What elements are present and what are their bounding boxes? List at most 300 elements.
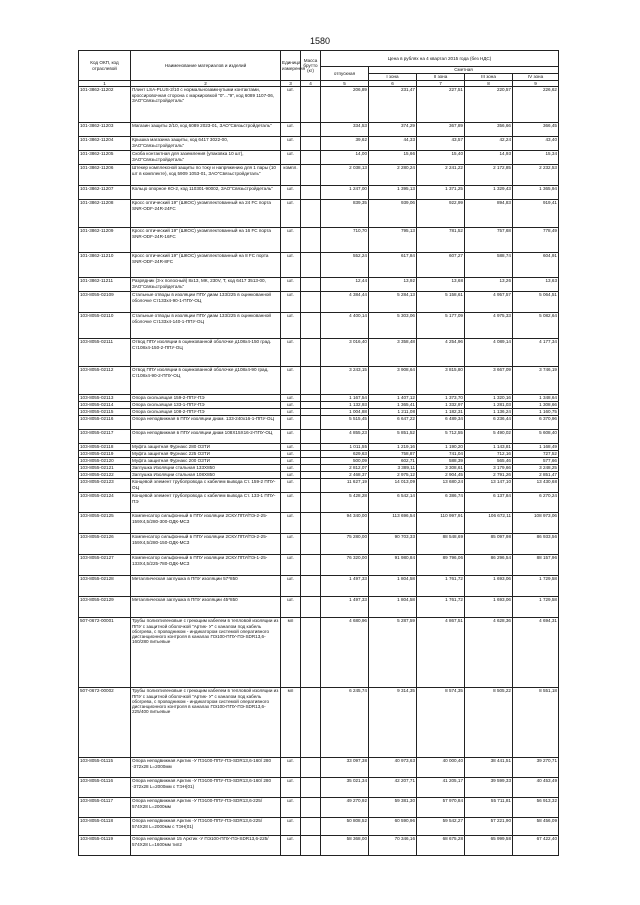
row-price: 231,47: [369, 87, 417, 123]
row-price: 1 182,31: [417, 409, 465, 416]
row-price: 712,16: [465, 451, 513, 458]
row-price: 4 177,34: [513, 339, 559, 367]
row-price: 366,45: [513, 123, 559, 137]
row-price: 2 468,37: [321, 472, 369, 479]
row-price: 50 808,52: [321, 818, 369, 836]
row-code: 103-8055-02129: [79, 597, 131, 618]
table-row: [79, 576, 559, 597]
row-price: 57 221,90: [465, 818, 513, 836]
row-price: 1 168,49: [513, 444, 559, 451]
row-code: 103-8055-02127: [79, 555, 131, 576]
column-number: 7: [417, 81, 465, 87]
row-name: Муфта защитная Фурнакс 225 ОЗТИ: [131, 451, 281, 458]
row-price: 4 628,36: [465, 618, 513, 688]
row-price: 1 371,25: [417, 186, 465, 200]
row-mass: [301, 818, 321, 836]
row-price: 3 389,11: [369, 465, 417, 472]
row-price: 59 542,27: [417, 818, 465, 836]
row-price: 1 693,06: [465, 597, 513, 618]
row-code: 101-3862-11204: [79, 137, 131, 151]
row-price: 1 804,58: [369, 597, 417, 618]
row-price: 88 157,96: [513, 555, 559, 576]
row-price: 227,51: [417, 87, 465, 123]
header-code: Код ОКП, код отраслевой: [79, 51, 131, 81]
table-row: [79, 402, 559, 409]
row-price: 1 365,41: [369, 402, 417, 409]
row-mass: [301, 513, 321, 534]
row-price: 1 804,58: [369, 576, 417, 597]
row-price: 6 137,84: [465, 493, 513, 513]
row-name: Опора неподвижная 15 Арктик -У ПЭ100-ППУ-ПЭ-SDR13,6-225/ 574Х28 L=1600мм тип2: [131, 836, 281, 856]
row-name: Опора неподвижная в ППУ изоляции диам. 133-240х16-1-ППУ-ОЦ: [131, 416, 281, 430]
row-price: 5 490,02: [465, 430, 513, 444]
row-price: 588,39: [417, 458, 465, 465]
row-name: Муфта защитная Фурнакс 200 ОЗТИ: [131, 458, 281, 465]
row-price: 607,27: [417, 253, 465, 278]
row-mass: [301, 465, 321, 472]
row-unit: шт.: [281, 367, 301, 395]
table-row: [79, 472, 559, 479]
row-code: 103-8055-01117: [79, 798, 131, 818]
row-unit: шт.: [281, 137, 301, 151]
row-price: 13,68: [417, 278, 465, 292]
row-price: 42 207,71: [369, 778, 417, 798]
row-unit: шт.: [281, 409, 301, 416]
row-price: 65 999,58: [465, 836, 513, 856]
row-mass: [301, 555, 321, 576]
row-price: 1 693,06: [465, 576, 513, 597]
row-name: Заглушка Изоляции стальная 133Х850: [131, 465, 281, 472]
row-price: 15,40: [417, 151, 465, 165]
column-number: 8: [465, 81, 513, 87]
row-code: 103-8055-02126: [79, 534, 131, 555]
table-row: [79, 228, 559, 253]
price-table: [78, 50, 559, 856]
table-row: [79, 458, 559, 465]
row-name: Концевой элемент трубопровода с кабелем вывода Ст. 159-2 ППУ-ОЦ: [131, 479, 281, 493]
row-price: 58 456,09: [513, 818, 559, 836]
row-mass: [301, 253, 321, 278]
row-price: 1 497,33: [321, 576, 369, 597]
row-price: 919,41: [513, 200, 559, 228]
row-code: 101-3862-11203: [79, 123, 131, 137]
row-name: Штекер комплексной защиты по току и напряжению для 1 пары (10 шт в комплекте), код 5909 1053-01, ЗАО"Связьстройдеталь": [131, 165, 281, 186]
row-price: 110 997,91: [417, 513, 465, 534]
row-code: 101-3862-11205: [79, 151, 131, 165]
row-name: Концевой элемент трубопровода с кабелем вывода Ст. 133-1 ППУ-ПЭ: [131, 493, 281, 513]
row-code: 103-8055-02114: [79, 402, 131, 409]
row-price: 226,62: [513, 87, 559, 123]
row-code: 103-8055-02124: [79, 493, 131, 513]
row-code: 103-8055-02121: [79, 465, 131, 472]
row-unit: шт.: [281, 430, 301, 444]
row-price: 1 143,81: [465, 444, 513, 451]
row-name: Металлическая заглушка в ППУ изоляции 57*850: [131, 576, 281, 597]
row-code: 103-8055-02119: [79, 451, 131, 458]
row-price: 43,57: [417, 137, 465, 151]
row-mass: [301, 472, 321, 479]
row-price: 565,46: [465, 458, 513, 465]
row-price: 604,91: [513, 253, 559, 278]
row-mass: [301, 395, 321, 402]
row-price: 4 254,96: [417, 339, 465, 367]
header-estimate: Сметная: [369, 67, 559, 74]
row-unit: шт.: [281, 416, 301, 430]
header-zone: IV зона: [513, 74, 559, 81]
row-price: 629,63: [321, 451, 369, 458]
header-zone: I зона: [369, 74, 417, 81]
table-row: [79, 836, 559, 856]
row-name: Кросс оптический 19" (ШКОС) укомплектованный на 24 FC порта SNR-ODF-24R-24FC: [131, 200, 281, 228]
row-price: 4 694,31: [513, 618, 559, 688]
row-name: Компенсатор сильфонный в ППУ изоляции 2СКУ.ППУ/ПЭ-2-25-159Х4,5/280-300-ОДК-МСЗ: [131, 513, 281, 534]
row-price: 1 190,20: [417, 444, 465, 451]
row-code: 103-8055-01119: [79, 836, 131, 856]
row-mass: [301, 151, 321, 165]
column-number: 3: [281, 81, 301, 87]
table-row: [79, 513, 559, 534]
row-unit: шт.: [281, 87, 301, 123]
row-price: 1 373,70: [417, 395, 465, 402]
row-price: 3 815,80: [417, 367, 465, 395]
row-code: 507-0672-00002: [79, 688, 131, 758]
row-name: Опора скользящая 133-1-ППУ-ПЭ: [131, 402, 281, 409]
row-unit: шт.: [281, 200, 301, 228]
row-price: 1 136,24: [465, 409, 513, 416]
row-price: 1 395,13: [369, 186, 417, 200]
row-price: 3 179,66: [465, 465, 513, 472]
row-price: 13,26: [465, 278, 513, 292]
row-price: 8 551,18: [513, 688, 559, 758]
row-name: Опора скользящая 108-2-ППУ-ПЭ: [131, 409, 281, 416]
row-name: Отвод ППУ изоляции в оцинкованной оболочке д108х4-90 град. Ст108х4-90-2-ППУ-ОЦ: [131, 367, 281, 395]
row-price: 2 172,85: [465, 165, 513, 186]
row-price: 795,13: [369, 228, 417, 253]
row-price: 67 422,40: [513, 836, 559, 856]
row-mass: [301, 479, 321, 493]
row-price: 6 542,14: [369, 493, 417, 513]
row-name: Трубы полиэтиленовые с греющим кабелем в тепловой изоляции из ППУ с защитной оболочкой "Артик- У" с каналом под кабель обогрева, с проводником - индикатором системой оперативного дистанционного контроля в каналах ПЭ100-ППУ-ПЭ-SDR13,6-160/280 питьевые: [131, 618, 281, 688]
column-number: 5: [321, 81, 369, 87]
column-number: 1: [79, 81, 131, 87]
row-price: 206,89: [321, 87, 369, 123]
row-price: 8 505,22: [465, 688, 513, 758]
row-unit: шт.: [281, 836, 301, 856]
row-name: Муфта защитная Фурнакс 280 ОЗТИ: [131, 444, 281, 451]
row-price: 552,24: [321, 253, 369, 278]
row-code: 507-0672-00001: [79, 618, 131, 688]
row-price: 778,49: [513, 228, 559, 253]
row-price: 4 680,96: [321, 618, 369, 688]
row-code: 103-8055-01115: [79, 758, 131, 778]
row-mass: [301, 402, 321, 409]
row-price: 6 647,22: [369, 416, 417, 430]
row-price: 41 205,17: [417, 778, 465, 798]
table-row: [79, 395, 559, 402]
table-row: [79, 87, 559, 123]
row-code: 103-8055-02112: [79, 367, 131, 395]
row-price: 334,53: [321, 123, 369, 137]
table-row: [79, 451, 559, 458]
row-price: 1 160,75: [513, 409, 559, 416]
row-price: 602,71: [369, 458, 417, 465]
row-price: 3 358,48: [369, 339, 417, 367]
row-price: 1 365,94: [513, 186, 559, 200]
row-unit: шт.: [281, 555, 301, 576]
header-price-group: Цена в рублях на 4 квартал 2015 года (без НДС): [321, 51, 559, 67]
row-price: 39 270,71: [513, 758, 559, 778]
row-price: 710,70: [321, 228, 369, 253]
row-price: 4 867,51: [417, 618, 465, 688]
row-price: 1 407,12: [369, 395, 417, 402]
row-unit: шт.: [281, 479, 301, 493]
table-row: [79, 313, 559, 339]
row-name: Отвод ППУ изоляции в оцинкованной оболочке д108х4-150 град. Ст108х4-150-2-ППУ-ОЦ: [131, 339, 281, 367]
table-row: [79, 253, 559, 278]
row-price: 14,93: [465, 151, 513, 165]
row-price: 2 038,13: [321, 165, 369, 186]
row-mass: [301, 278, 321, 292]
row-name: Трубы полиэтиленовые с греющим кабелем в тепловой изоляции из ППУ с защитной оболочкой "Артик- У" с каналом под кабель обогрева, с проводником - индикатором системой оперативного дистанционного контроля в каналах ПЭ100-ППУ-ПЭ-SDR13,6-225/400 питьевые: [131, 688, 281, 758]
row-price: 741,04: [417, 451, 465, 458]
header-unit: Единица измерения: [281, 51, 301, 81]
table-row: [79, 151, 559, 165]
row-code: 103-8055-01116: [79, 778, 131, 798]
row-price: 4 089,14: [465, 339, 513, 367]
table-row: [79, 778, 559, 798]
row-unit: шт.: [281, 151, 301, 165]
row-price: 6 245,74: [321, 688, 369, 758]
row-price: 40 000,40: [417, 758, 465, 778]
row-mass: [301, 137, 321, 151]
row-price: 94 340,00: [321, 513, 369, 534]
row-name: Стальные отводы в изоляции ППУ диам 133/225 в оцинкованной оболочке Ст133х4-90-1-ППУ-ОЦ: [131, 292, 281, 313]
row-price: 588,74: [465, 253, 513, 278]
row-price: 922,99: [417, 200, 465, 228]
row-price: 727,52: [513, 451, 559, 458]
row-price: 57 970,84: [417, 798, 465, 818]
row-mass: [301, 87, 321, 123]
row-unit: шт.: [281, 758, 301, 778]
row-price: 5 177,09: [417, 313, 465, 339]
row-price: 15,66: [369, 151, 417, 165]
row-unit: шт.: [281, 253, 301, 278]
row-price: 4 384,44: [321, 292, 369, 313]
row-price: 758,87: [369, 451, 417, 458]
row-code: 101-3862-11206: [79, 165, 131, 186]
row-unit: шт.: [281, 395, 301, 402]
row-price: 2 791,26: [465, 472, 513, 479]
row-price: 40 973,63: [369, 758, 417, 778]
row-price: 38 441,51: [465, 758, 513, 778]
row-price: 89 796,06: [417, 555, 465, 576]
row-unit: шт.: [281, 451, 301, 458]
row-price: 3 248,25: [513, 465, 559, 472]
row-price: 374,29: [369, 123, 417, 137]
row-price: 617,84: [369, 253, 417, 278]
row-code: 103-8055-02118: [79, 444, 131, 451]
row-price: 12,44: [321, 278, 369, 292]
row-unit: шт.: [281, 123, 301, 137]
table-row: [79, 339, 559, 367]
row-price: 5 158,61: [417, 292, 465, 313]
row-mass: [301, 367, 321, 395]
row-code: 103-8055-02109: [79, 292, 131, 313]
header-mass: Масса брутто (кг): [301, 51, 321, 81]
row-price: 13 147,10: [465, 479, 513, 493]
table-row: [79, 367, 559, 395]
row-price: 220,57: [465, 87, 513, 123]
row-unit: шт.: [281, 458, 301, 465]
row-unit: мп: [281, 688, 301, 758]
row-price: 5 515,45: [321, 416, 369, 430]
row-name: Опора неподвижная Арктик -У ПЭ100-ППУ-ПЭ-SDR13,6-160/ 280 -372х28 L=2000мм с ТЭН(01): [131, 778, 281, 798]
row-price: 13 430,68: [513, 479, 559, 493]
row-price: 757,68: [465, 228, 513, 253]
table-row: [79, 278, 559, 292]
table-row: [79, 798, 559, 818]
row-unit: шт.: [281, 339, 301, 367]
row-price: 2 241,22: [417, 165, 465, 186]
header-release: отпускная: [321, 67, 369, 81]
row-mass: [301, 409, 321, 416]
row-price: 113 696,54: [369, 513, 417, 534]
row-price: 1 497,33: [321, 597, 369, 618]
table-row: [79, 597, 559, 618]
row-price: 1 729,58: [513, 597, 559, 618]
row-price: 4 400,14: [321, 313, 369, 339]
row-price: 55 711,81: [465, 798, 513, 818]
row-name: Крышка магазина защиты, код 6417 3022-00, ЗАО"Связьстройдеталь": [131, 137, 281, 151]
row-unit: мп: [281, 618, 301, 688]
row-price: 2 904,45: [417, 472, 465, 479]
row-price: 894,83: [465, 200, 513, 228]
row-name: Кросс оптический 19" (ШКОС) укомплектованный на 16 FC порта SNR-ODF-24R-16FC: [131, 228, 281, 253]
table-row: [79, 123, 559, 137]
row-mass: [301, 778, 321, 798]
row-price: 14,00: [321, 151, 369, 165]
row-unit: шт.: [281, 313, 301, 339]
row-price: 35 021,34: [321, 778, 369, 798]
row-name: Компенсатор сильфонный в ППУ изоляции 2СКУ.ППУ/ПЭ-1-25-133Х4,5/225-780-ОДК-МСЗ: [131, 555, 281, 576]
row-mass: [301, 313, 321, 339]
row-name: Заглушка Изоляции стальная 108Х850: [131, 472, 281, 479]
table-row: [79, 186, 559, 200]
row-code: 103-8055-02111: [79, 339, 131, 367]
row-price: 9 314,35: [369, 688, 417, 758]
row-mass: [301, 758, 321, 778]
table-row: [79, 165, 559, 186]
row-price: 33 097,38: [321, 758, 369, 778]
row-code: 101-3862-11210: [79, 253, 131, 278]
row-unit: шт.: [281, 493, 301, 513]
row-mass: [301, 430, 321, 444]
row-code: 103-8055-02123: [79, 479, 131, 493]
row-price: 1 219,16: [369, 444, 417, 451]
row-price: 5 064,51: [513, 292, 559, 313]
table-row: [79, 416, 559, 430]
row-price: 1 211,08: [369, 409, 417, 416]
row-price: 60 590,96: [369, 818, 417, 836]
row-code: 101-3862-11209: [79, 228, 131, 253]
row-price: 108 973,06: [513, 513, 559, 534]
row-code: 103-8055-02117: [79, 430, 131, 444]
row-price: 1 348,64: [513, 395, 559, 402]
row-unit: шт.: [281, 778, 301, 798]
row-price: 1 320,16: [465, 395, 513, 402]
row-price: 39,62: [321, 137, 369, 151]
column-number: 2: [131, 81, 281, 87]
row-price: 500,09: [321, 458, 369, 465]
row-price: 106 672,11: [465, 513, 513, 534]
row-price: 58 368,00: [321, 836, 369, 856]
row-code: 101-3862-11211: [79, 278, 131, 292]
row-name: Скоба контактная для заземления (упаковка 10 шт), ЗАО"Связьстройдеталь": [131, 151, 281, 165]
row-price: 5 082,64: [513, 313, 559, 339]
row-mass: [301, 576, 321, 597]
row-price: 2 280,24: [369, 165, 417, 186]
row-price: 11 627,19: [321, 479, 369, 493]
row-price: 90 703,33: [369, 534, 417, 555]
row-name: Опора скользящая 159-2-ППУ-ПЭ: [131, 395, 281, 402]
table-row: [79, 479, 559, 493]
row-code: 103-8055-01118: [79, 818, 131, 836]
row-mass: [301, 165, 321, 186]
column-number: 6: [369, 81, 417, 87]
row-price: 2 851,47: [513, 472, 559, 479]
row-name: Опора неподвижная Арктик -У ПЭ100-ППУ-ПЭ-SDR13,6-225/ 574Х28 L=2000мм с ТЭН(01): [131, 818, 281, 836]
table-row: [79, 758, 559, 778]
row-price: 88 548,69: [417, 534, 465, 555]
row-price: 14 013,09: [369, 479, 417, 493]
row-mass: [301, 416, 321, 430]
row-price: 49 270,92: [321, 798, 369, 818]
row-mass: [301, 493, 321, 513]
row-price: 4 957,57: [465, 292, 513, 313]
table-row: [79, 430, 559, 444]
table-row: [79, 555, 559, 576]
row-price: 40 453,49: [513, 778, 559, 798]
row-code: 103-8055-02110: [79, 313, 131, 339]
row-name: Металлическая заглушка в ППУ изоляции 45*850: [131, 597, 281, 618]
row-price: 5 428,28: [321, 493, 369, 513]
row-mass: [301, 451, 321, 458]
row-name: Магазин защиты 2/10, код 6089 2023-01, ЗАО"Связьстройдеталь": [131, 123, 281, 137]
row-mass: [301, 123, 321, 137]
header-zone: II зона: [417, 74, 465, 81]
table-row: [79, 137, 559, 151]
row-name: Компенсатор сильфонный в ППУ изоляции 2СКУ.ППУ/ПЭ-2-25-159Х4,5/280-150-ОДК-МСЗ: [131, 534, 281, 555]
row-price: 13 680,24: [417, 479, 465, 493]
row-unit: шт.: [281, 534, 301, 555]
row-price: 5 287,59: [369, 618, 417, 688]
row-price: 1 332,97: [417, 402, 465, 409]
row-price: 13,92: [369, 278, 417, 292]
table-row: [79, 444, 559, 451]
row-price: 70 346,16: [369, 836, 417, 856]
row-price: 2 812,07: [321, 465, 369, 472]
row-price: 1 308,66: [513, 402, 559, 409]
row-price: 3 667,09: [465, 367, 513, 395]
row-mass: [301, 444, 321, 451]
row-mass: [301, 534, 321, 555]
row-mass: [301, 458, 321, 465]
row-price: 4 855,23: [321, 430, 369, 444]
row-mass: [301, 339, 321, 367]
row-price: 1 761,72: [417, 597, 465, 618]
row-price: 3 016,40: [321, 339, 369, 367]
column-number: 4: [301, 81, 321, 87]
